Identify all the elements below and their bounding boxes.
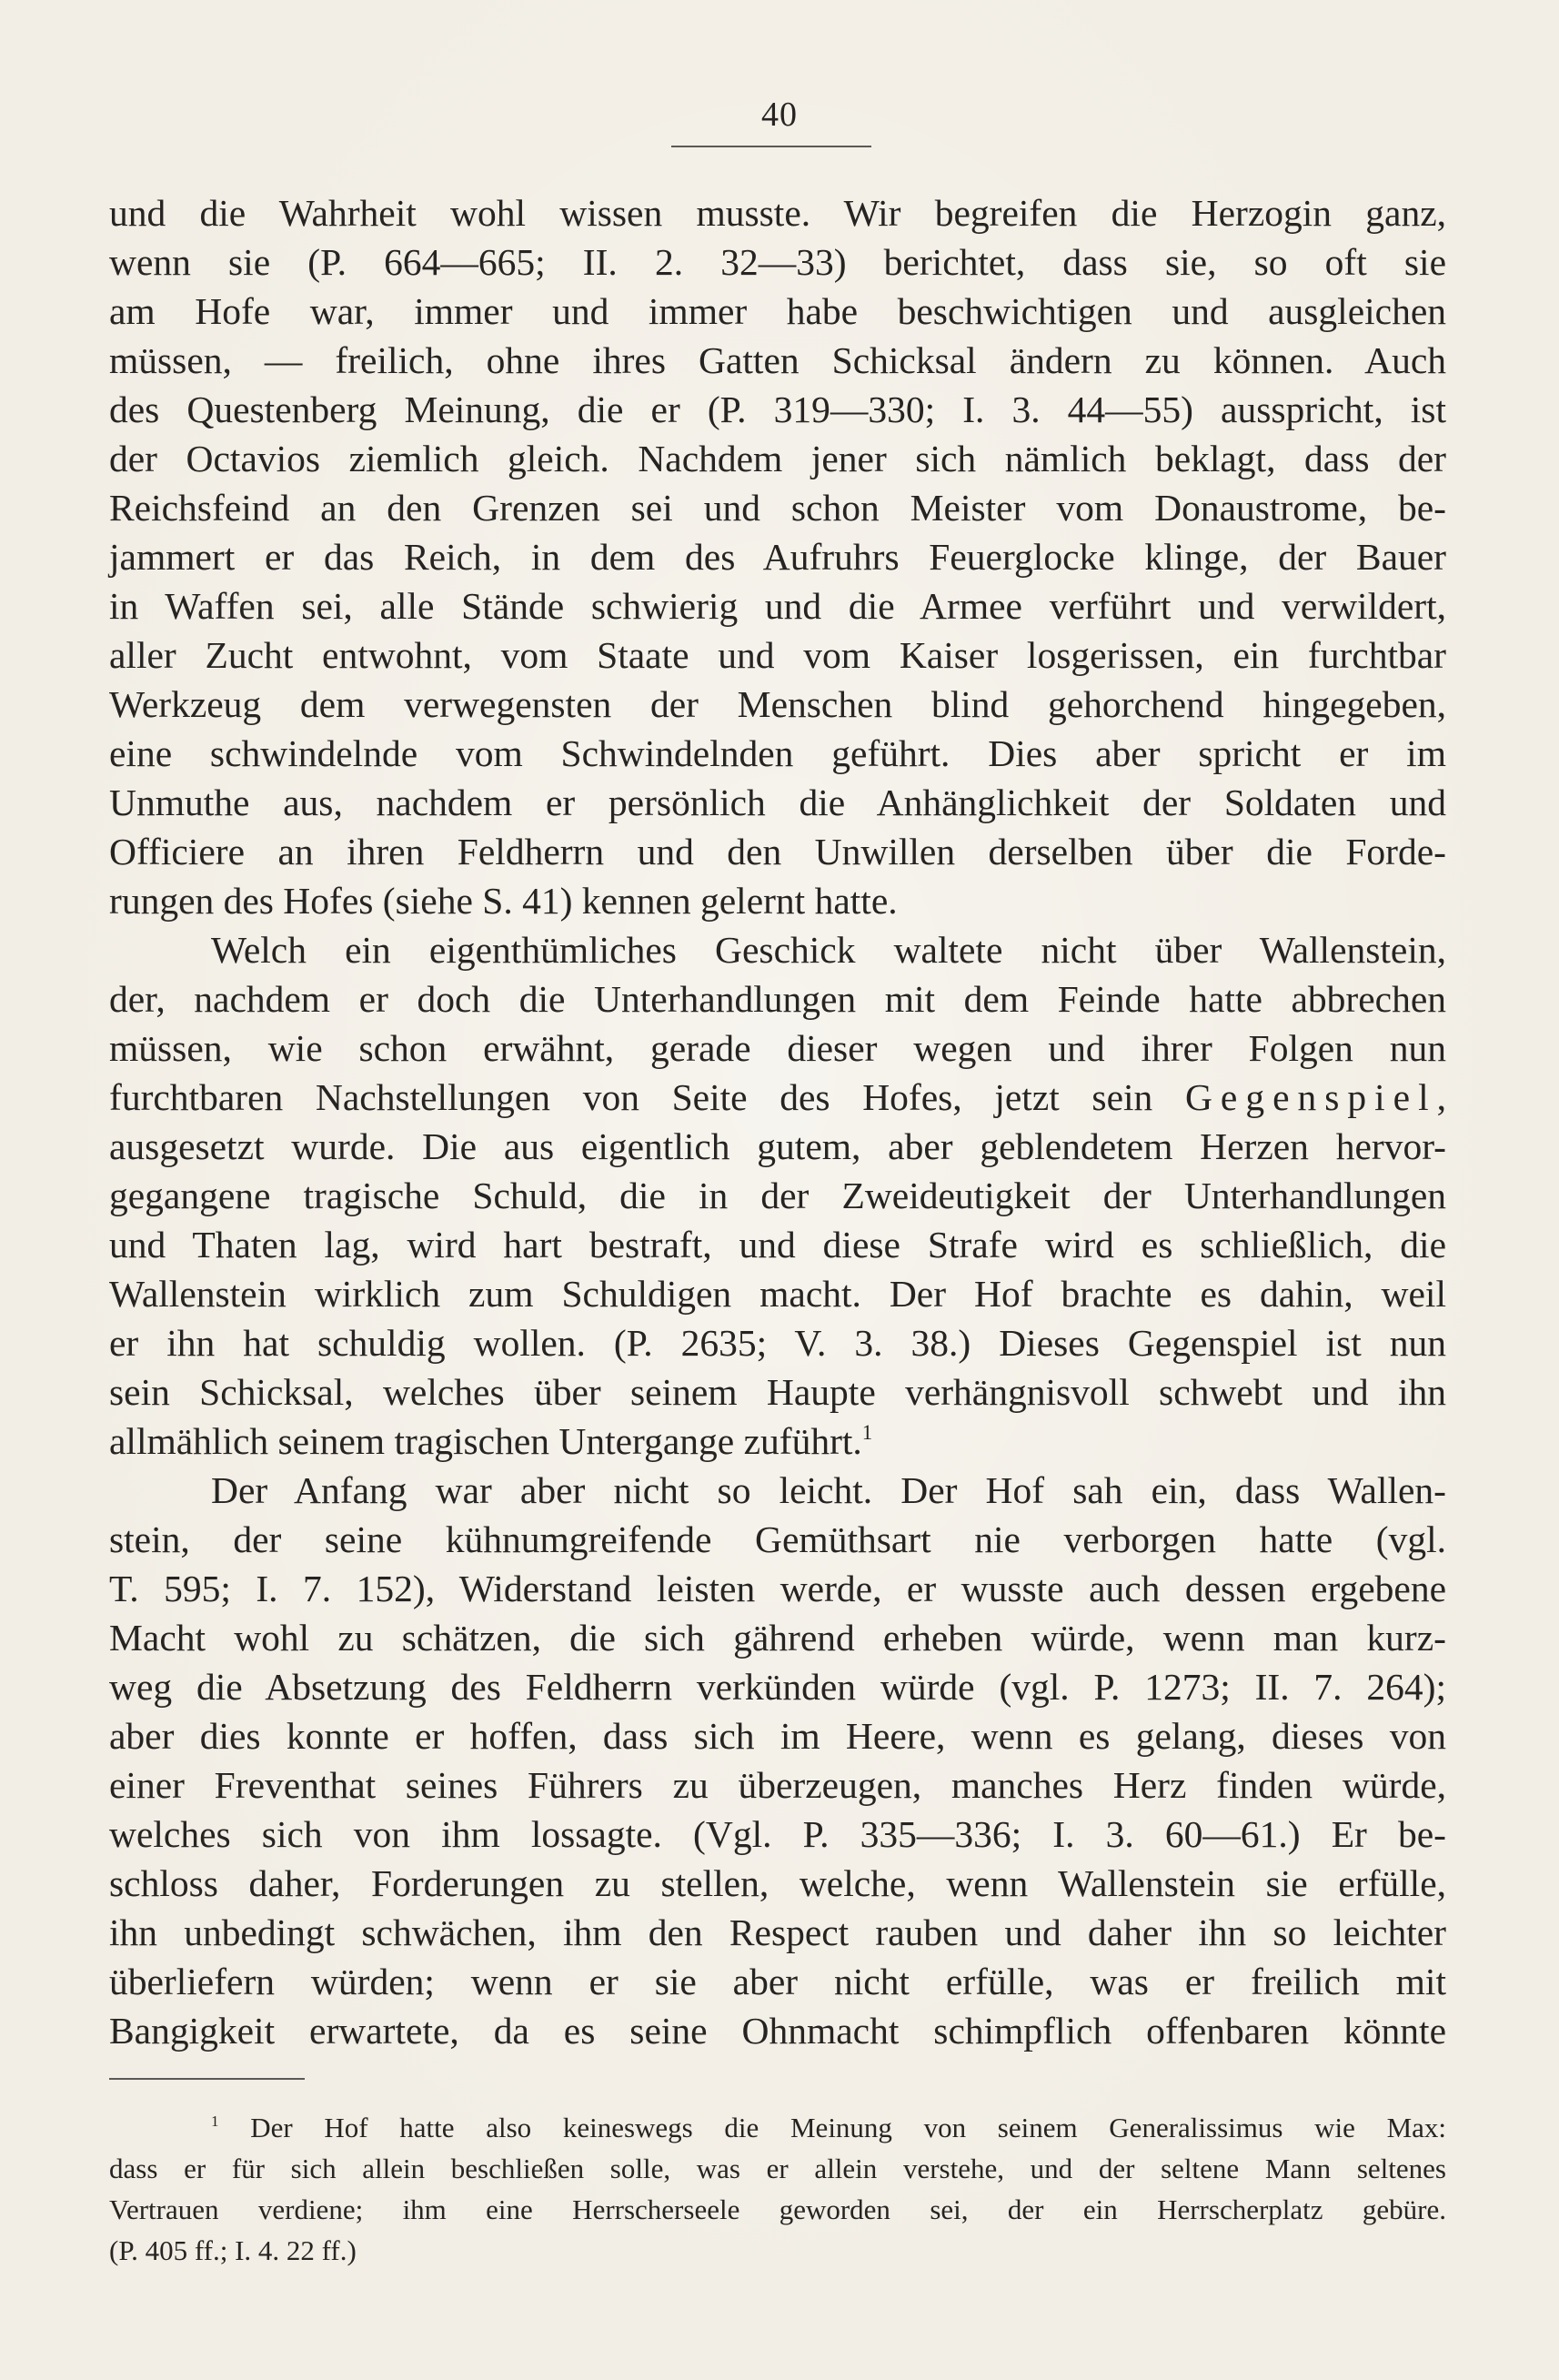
text-line: ihn unbedingt schwächen, ihm den Respect rauben und daher ihn so leichter <box>109 1911 1446 1953</box>
footnote-line: dass er für sich allein beschließen solle, was er allein verstehe, und der seltene Mann seltenes <box>109 2153 1446 2184</box>
text-line: überliefern würden; wenn er sie aber nicht erfülle, was er freilich mit <box>109 1961 1446 2002</box>
text-line: des Questenberg Meinung, die er (P. 319—330; I. 3. 44—55) ausspricht, ist <box>109 388 1446 430</box>
text-line: welches sich von ihm lossagte. (Vgl. P. 335—336; I. 3. 60—61.) Er be- <box>109 1813 1446 1855</box>
text-line: er ihn hat schuldig wollen. (P. 2635; V. 3. 38.) Dieses Gegenspiel ist nun <box>109 1322 1446 1364</box>
text-line: Wallenstein wirklich zum Schuldigen macht. Der Hof brachte es dahin, weil <box>109 1273 1446 1315</box>
footnote-rule <box>109 2078 305 2080</box>
text-line: aller Zucht entwohnt, vom Staate und vom Kaiser losgerissen, ein furchtbar <box>109 634 1446 676</box>
text-line: schloss daher, Forderungen zu stellen, welche, wenn Wallenstein sie erfülle, <box>109 1862 1446 1904</box>
text-line: Macht wohl zu schätzen, die sich gährend erheben würde, wenn man kurz- <box>109 1617 1446 1659</box>
footnote-marker: 1 <box>211 2113 219 2131</box>
footnote-line: Vertrauen verdiene; ihm eine Herrscherseele geworden sei, der ein Herrscherplatz gebüre. <box>109 2193 1446 2225</box>
text-line: Werkzeug dem verwegensten der Menschen blind gehorchend hingegeben, <box>109 683 1446 725</box>
text-line <box>109 1073 1446 1122</box>
text-line: aber dies konnte er hoffen, dass sich im Heere, wenn es gelang, dieses von <box>109 1715 1446 1757</box>
text-line: der Octavios ziemlich gleich. Nachdem jener sich nämlich beklagt, dass der <box>109 438 1446 479</box>
text-line: in Waffen sei, alle Stände schwierig und die Armee verführt und verwildert, <box>109 585 1446 627</box>
emphasized-word: Gegenspiel <box>1184 1076 1437 1118</box>
text-line: müssen, wie schon erwähnt, gerade dieser wegen und ihrer Folgen nun <box>109 1027 1446 1069</box>
text-line: rungen des Hofes (siehe S. 41) kennen gelernt hatte. <box>109 880 898 922</box>
text-line: und Thaten lag, wird hart bestraft, und diese Strafe wird es schließlich, die <box>109 1224 1446 1266</box>
footnote-text: Der Hof hatte also keineswegs die Meinung von seinem Generalissimus wie Max: <box>250 2112 1447 2143</box>
text-line: T. 595; I. 7. 152), Widerstand leisten werde, er wusste auch dessen ergebene <box>109 1568 1446 1609</box>
page-number: 40 <box>761 96 798 134</box>
text-line: Der Anfang war aber nicht so leicht. Der Hof sah ein, dass Wallen- <box>211 1469 1446 1511</box>
text-line: sein Schicksal, welches über seinem Haupte verhängnisvoll schwebt und ihn <box>109 1371 1446 1413</box>
text-line: stein, der seine kühnumgreifende Gemüthsart nie verborgen hatte (vgl. <box>109 1518 1446 1560</box>
text-line: Bangigkeit erwartete, da es seine Ohnmacht schimpflich offenbaren könnte <box>109 2010 1446 2052</box>
text-line: am Hofe war, immer und immer habe beschwichtigen und ausgleichen <box>109 290 1446 332</box>
text-segment: , <box>1436 1076 1447 1118</box>
text-line: ausgesetzt wurde. Die aus eigentlich gutem, aber geblendetem Herzen hervor- <box>109 1125 1446 1167</box>
text-line <box>109 1417 1446 1466</box>
text-line: müssen, — freilich, ohne ihres Gatten Schicksal ändern zu können. Auch <box>109 339 1446 381</box>
footnote-line <box>109 2107 1446 2148</box>
text-line: Reichsfeind an den Grenzen sei und schon Meister vom Donaustrome, be- <box>109 487 1446 529</box>
text-line: der, nachdem er doch die Unterhandlungen mit dem Feinde hatte abbrechen <box>109 978 1446 1020</box>
text-line: wenn sie (P. 664—665; II. 2. 32—33) berichtet, dass sie, so oft sie <box>109 241 1446 283</box>
text-line: jammert er das Reich, in dem des Aufruhrs Feuerglocke klinge, der Bauer <box>109 536 1446 578</box>
footnote <box>109 2107 1446 2271</box>
header-rule <box>671 146 871 147</box>
text-line: Officiere an ihren Feldherrn und den Unwillen derselben über die Forde- <box>109 831 1446 872</box>
text-line: Welch ein eigenthümliches Geschick waltete nicht über Wallenstein, <box>211 929 1446 971</box>
text-line: gegangene tragische Schuld, die in der Zweideutigkeit der Unterhandlungen <box>109 1175 1446 1216</box>
body-text <box>109 188 1446 2055</box>
text-line: Unmuthe aus, nachdem er persönlich die Anhänglichkeit der Soldaten und <box>109 782 1446 823</box>
footnote-reference: 1 <box>861 1421 873 1445</box>
text-segment: furchtbaren Nachstellungen von Seite des Hofes, jetzt sein <box>109 1076 1153 1118</box>
text-line: und die Wahrheit wohl wissen musste. Wir begreifen die Herzogin ganz, <box>109 192 1446 234</box>
footnote-line: (P. 405 ff.; I. 4. 22 ff.) <box>109 2234 357 2266</box>
text-line: eine schwindelnde vom Schwindelnden geführt. Dies aber spricht er im <box>109 732 1446 774</box>
text-line: einer Freventhat seines Führers zu überzeugen, manches Herz finden würde, <box>109 1764 1446 1806</box>
text-line: weg die Absetzung des Feldherrn verkünden würde (vgl. P. 1273; II. 7. 264); <box>109 1666 1446 1708</box>
text-segment: allmählich seinem tragischen Untergange zuführt. <box>109 1420 862 1462</box>
